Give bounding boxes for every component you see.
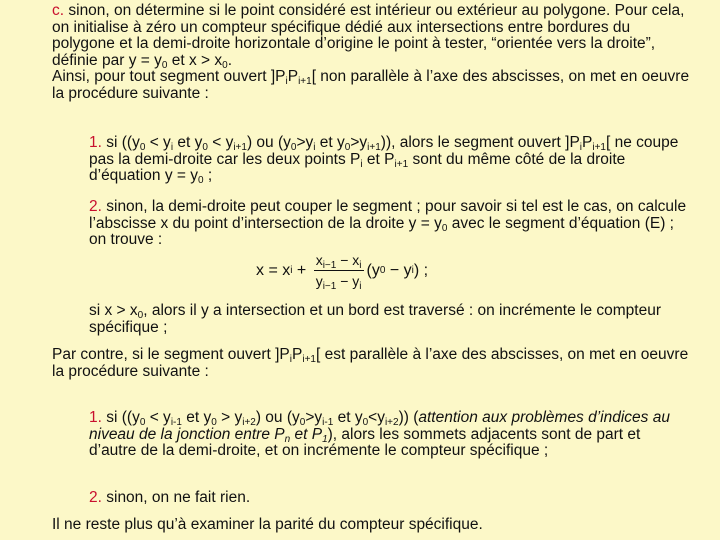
parallel-case-1-paragraph: 1. si (($y_0 < y_{i-1}$ et $y_0 > y_{i+2}$) ou ($y_0>y_{i-1}$ et $y_0<y_{i+2}$)) (attention aux problèmes d’indices au niveau de la jonction entre $P_n$ et $P_1$), alors les sommets adjacents sont de part et d’autre de la demi-droite, et on incrémente le compteur spécifique ; [89, 409, 670, 460]
intro-paragraph: c. sinon, on détermine si le point considéré est intérieur ou extérieur au polygone. Pour cela, on initialise à zéro un compteur spécifique dédié aux intersections entre bordures du polygone et la demi-droite horizontale d’origine le point à tester, “orientée vers la droite”, définie par $y = y_0$ et $x > x_0$. Ainsi, pour tout segment ouvert ]$P_iP_{i+1}$[ non parallèle à l’axe des abscisses, on met en oeuvre la procédure suivante : [52, 2, 690, 102]
list-marker: 1. [89, 409, 102, 426]
case-2-followup: si $x > x_0$, alors il y a intersection et un bord est traversé : on incrémente le compteur spécifique ; [89, 302, 662, 336]
intersection-formula: x = x i + $\frac{x_{i-1} - x_i}{y_{i-1} - y_i}$ (y 0 − y i ) ; [256, 252, 429, 292]
list-marker: 1. [89, 134, 102, 151]
formula-fraction: $\frac{x_{i-1} - x_i}{y_{i-1} - y_i}$ [315, 252, 362, 292]
conclusion-paragraph: Il ne reste plus qu’à examiner la parité du compteur spécifique. [52, 516, 483, 533]
case-2-paragraph: 2. sinon, la demi-droite peut couper le segment ; pour savoir si tel est le cas, on calcule l’abscisse x du point d’intersection de la droite $y = y_0$ avec le segment d’équation (E) ; on trouve : [89, 198, 687, 249]
case-1-paragraph: 1. si (($y_0 < y_i$ et $y_0 < y_{i+1}$) ou ($y_0>y_i$ et $y_0>y_{i+1}$)), alors le segment ouvert ]$P_iP_{i+1}$[ ne coupe pas la demi-droite car les deux points $P_i$ et $P_{i+1}$ sont du même côté de la droite d’équation $y = y_0$ ; [89, 134, 679, 187]
parallel-case-2-paragraph: 2. sinon, on ne fait rien. [89, 489, 251, 506]
parallel-paragraph: Par contre, si le segment ouvert ]$P_iP_{i+1}$[ est parallèle à l’axe des abscisses, on met en oeuvre la procédure suivante : [52, 346, 689, 380]
list-marker: c. [52, 2, 65, 19]
list-marker: 2. [89, 198, 102, 215]
list-marker: 2. [89, 489, 102, 506]
